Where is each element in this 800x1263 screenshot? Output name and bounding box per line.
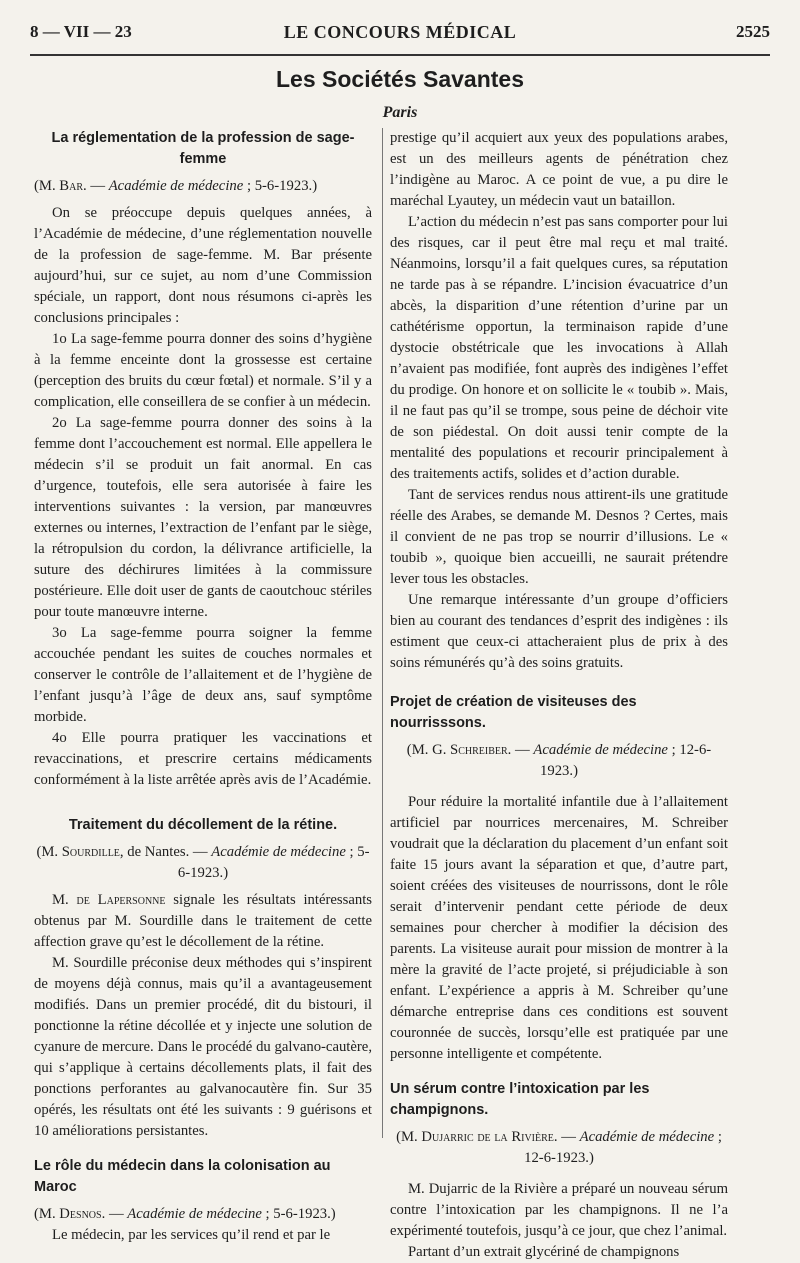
paragraph: 1o La sage-femme pourra donner des soins d’hygiène à la femme enceinte dont la grossesse est certaine (perception des bruits du cœur fœtal) et normale. S’il y a complication, elle conseillera de se confier à un médecin.	[34, 331, 372, 410]
journal-title: LE CONCOURS MÉDICAL	[283, 22, 517, 42]
article-source: (M. Desnos. — Académie de médecine ; 5-6-1923.)	[34, 1206, 336, 1222]
paragraph: Tant de services rendus nous attirent-ils une gratitude réelle des Arabes, se demande M. Desnos ? Certes, mais il convient de ne pas trop se nourrir d’illusions. Le « toubib », quoique bien accueilli, ne saurait prétendre lever tous les obstacles.	[390, 487, 728, 587]
right-column	[390, 128, 728, 1263]
article-title: Un sérum contre l’intoxication par les champignons.	[390, 1081, 650, 1118]
page-number: 2525	[736, 22, 770, 41]
paragraph: Partant d’un extrait glycériné de champignons	[408, 1244, 680, 1260]
paragraph: M. de Lapersonne signale les résultats intéressants obtenus par M. Sourdille dans le traitement de cette affection grave qu’est le décollement de la rétine.	[34, 892, 373, 950]
paragraph: 2o La sage-femme pourra donner des soins à la femme dont l’accouchement est normal. Elle appellera le médecin s’il se produit un fait anormal. En cas d’urgence, toutefois, elle sera autorisée à faire les interventions suivantes : la version, par manœuvres externes ou internes, l’extraction de l’enfant par le siège, la rétropulsion du cordon, la délivrance artificielle, la suture des déchirures limitées à la commissure postérieure. Elle doit user de gants de caoutchouc stériles pour toute manœuvre interne.	[34, 415, 372, 620]
paragraph: L’action du médecin n’est pas sans comporter pour lui des risques, car il peut être mal reçu et mal traité. Néanmoins, lorsqu’il a fait quelques cures, sa réputation ne tarde pas à se répandre. L’incision évacuatrice d’un abcès, la disparition d’une rétention d’urine par un cathétérisme opportun, la terminaison rapide d’une dystocie obstétricale que les invocations à Allah n’avaient pas modifiée, font auprès des indigènes l’effet du prodige. On honore et on sollicite le « toubib ». Mais, il ne faut pas qu’il se trompe, sous peine de déchoir vite de son piédestal. On doit aussi tenir compte de la mentalité des populations et recourir principalement à des traitements actifs, solides et d’action durable.	[390, 214, 728, 482]
column-divider	[382, 128, 383, 1138]
article-title: Le rôle du médecin dans la colonisation au Maroc	[34, 1158, 331, 1195]
paragraph: Pour réduire la mortalité infantile due à l’allaitement artificiel par nourrices mercenaires, M. Schreiber voudrait que la déclaration du placement d’un enfant soit faite 15 jours avant la séparation et que, d’autre part, soient créées des visiteuses de nourrissons, dont le rôle serait d’intervenir pendant cette période de deux semaines pour chercher à modifier la décision des parents. La visiteuse aurait pour mission de montrer à la mère la gravité de l’acte projeté, si préjudiciable à son enfant. L’expérience a appris à M. Schreiber qu’une démarche entreprise dans ces conditions est souvent couronnée de succès, lorsqu’elle est pratiquée par une personne intelligente et compétente.	[390, 794, 728, 1062]
article-source: (M. Bar. — Académie de médecine ; 5-6-1923.)	[34, 178, 318, 194]
article-source: (M. Sourdille, de Nantes. — Académie de médecine ; 5-6-1923.)	[36, 844, 370, 881]
running-header	[30, 22, 770, 52]
section-title: Les Sociétés Savantes	[275, 66, 525, 92]
left-column	[34, 128, 372, 1246]
article-source: (M. Dujarric de la Rivière. — Académie de médecine ; 12-6-1923.)	[396, 1129, 722, 1166]
article-source: (M. G. Schreiber. — Académie de médecine ; 12-6-1923.)	[406, 742, 712, 779]
paragraph: 3o La sage-femme pourra soigner la femme accouchée pendant les suites de couches normales et conserver le contrôle de l’allaitement et de l’hygiène de l’enfant jusqu’à l’âge de deux ans, sauf symptôme morbide.	[34, 625, 372, 725]
article-title: Traitement du décollement de la rétine.	[68, 817, 338, 833]
paragraph: Une remarque intéressante d’un groupe d’officiers bien au courant des tendances d’esprit des indigènes : ils estiment que ceux-ci attacheraient plus de prix à des soins rémunérés qu’à des soins gratuits.	[390, 592, 728, 671]
paragraph: On se préoccupe depuis quelques années, à l’Académie de médecine, d’une réglementation nouvelle de la profession de sage-femme. M. Bar présente aujourd’hui, sur ce sujet, au nom d’une Commission spéciale, un rapport, dont nous résumons ci-après les conclusions principales :	[34, 205, 372, 326]
paragraph: 4o Elle pourra pratiquer les vaccinations et revaccinations, et prescrire certains médicaments conformément à la liste arrêtée après avis de l’Académie.	[34, 730, 372, 788]
paragraph: prestige qu’il acquiert aux yeux des populations arabes, est un des meilleurs agents de pénétration chez l’indigène au Maroc. A ce point de vue, a pu dire le maréchal Lyautey, un médecin vaut un bataillon.	[390, 130, 728, 209]
issue-number: 8 — VII — 23	[30, 22, 132, 41]
article-title: La réglementation de la profession de sage-femme	[51, 130, 355, 167]
paragraph: M. Dujarric de la Rivière a préparé un nouveau sérum contre l’intoxication par les champignons. Il ne l’a expérimenté toutefois, jusqu’à ce jour, que chez l’animal.	[390, 1181, 728, 1239]
paragraph: Le médecin, par les services qu’il rend et par le	[52, 1227, 331, 1243]
article-title: Projet de création de visiteuses des nourrisssons.	[390, 694, 637, 731]
header-rule	[30, 54, 770, 56]
paragraph: M. Sourdille préconise deux méthodes qui s’inspirent de moyens déjà connus, mais qu’il a avantageusement modifiés. Dans un premier procédé, dit du bistouri, il ponctionne la rétine décollée et y injecte une solution de cyanure de mercure. Dans le procédé du galvano-cautère, qui s’applique à certains décollements plats, il fait des ponctions perforantes au galvanocautère fin. Sur 35 opérés, les résultats ont été les suivants : 9 guérisons et 10 améliorations persistantes.	[34, 955, 372, 1139]
section-city: Paris	[382, 104, 418, 121]
